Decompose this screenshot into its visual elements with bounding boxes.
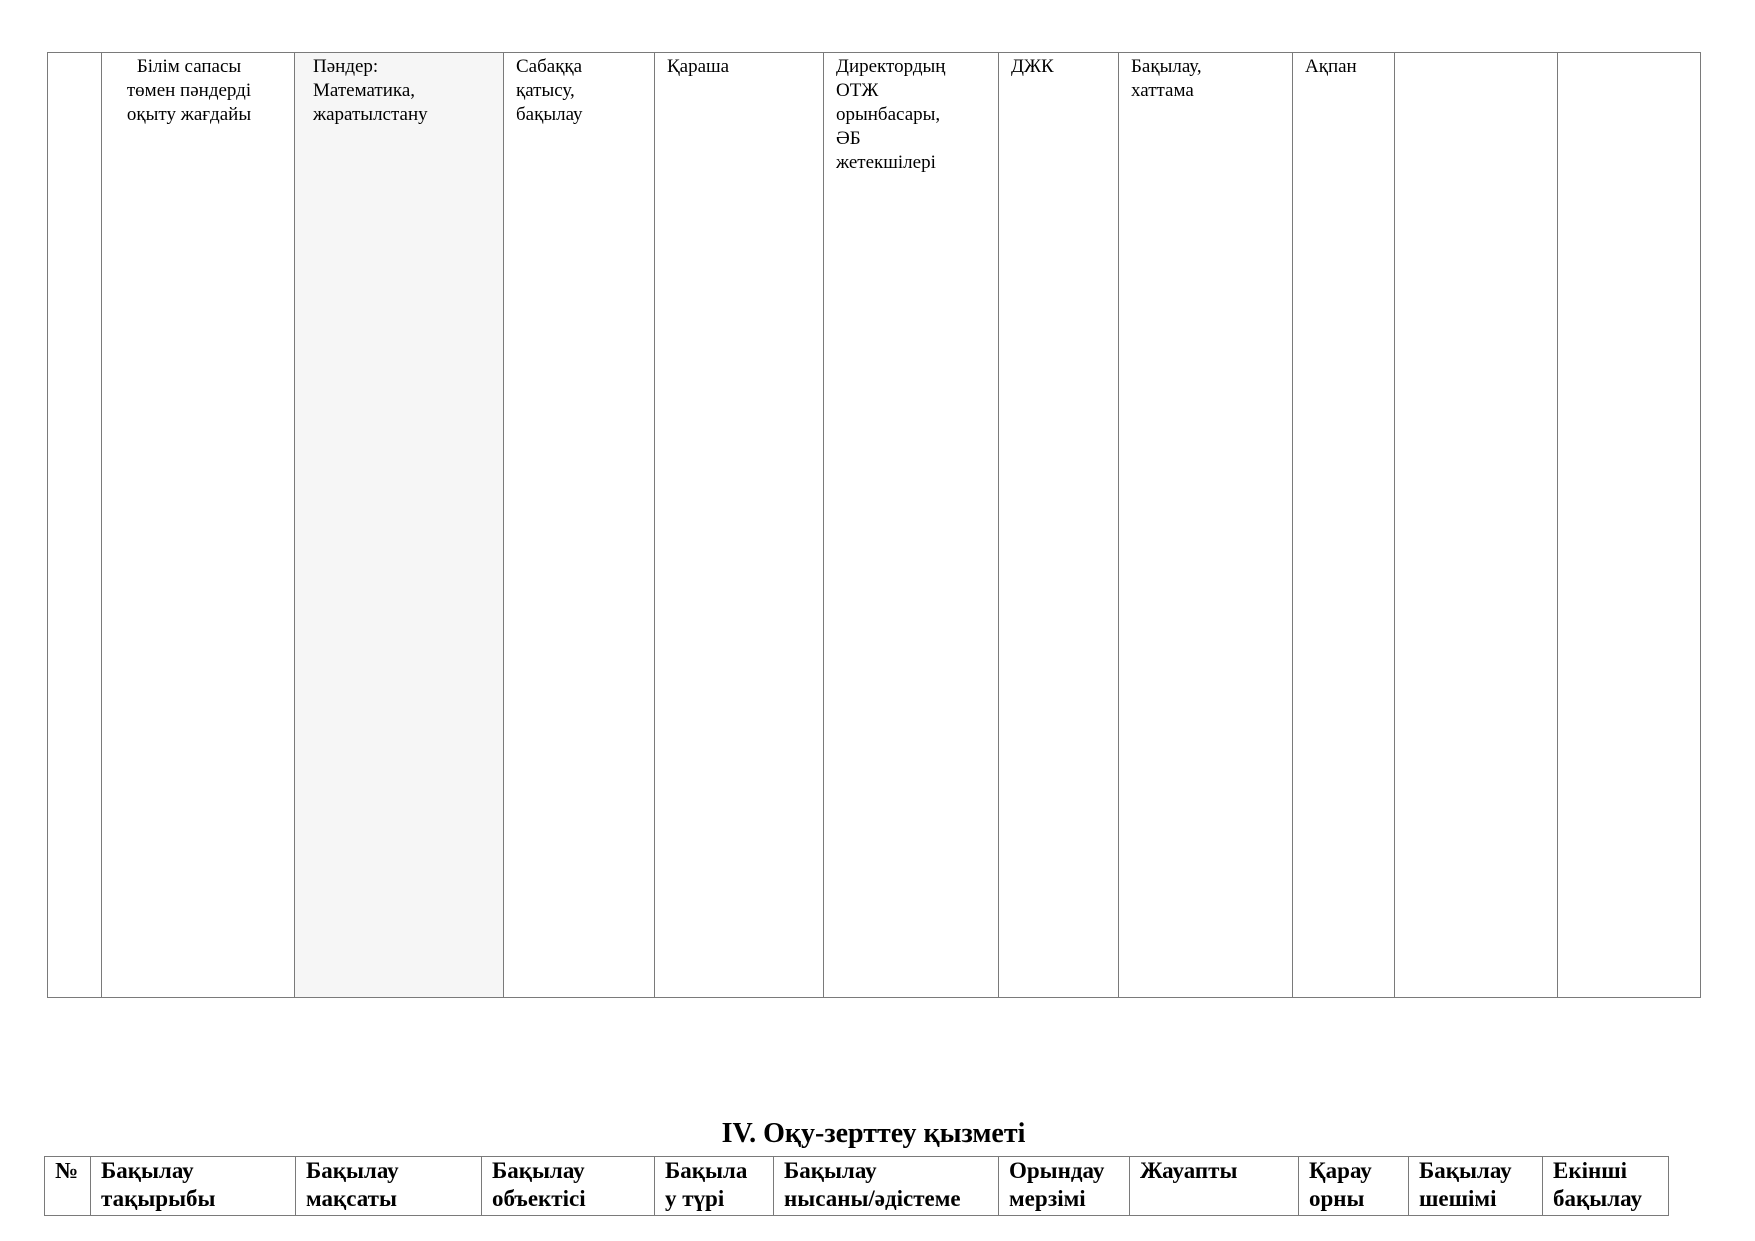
header-object: Бақылау объектісі	[482, 1157, 655, 1216]
control-plan-table	[47, 52, 1701, 998]
cell-review-place: ДЖК	[999, 53, 1119, 998]
cell-decision: Бақылау, хаттама	[1119, 53, 1293, 998]
cell-topic: Білім сапасы төмен пәндерді оқыту жағдайы	[102, 53, 295, 998]
header-form-method: Бақылау нысаны/әдістеме	[774, 1157, 999, 1216]
cell-second-control: Ақпан	[1293, 53, 1395, 998]
table-row	[48, 53, 1701, 998]
header-objective: Бақылау мақсаты	[296, 1157, 482, 1216]
header-responsible: Жауапты	[1130, 1157, 1299, 1216]
cell-objective: Пәндер: Математика, жаратылстану	[295, 53, 504, 998]
cell-extra-1	[1395, 53, 1558, 998]
cell-extra-2	[1558, 53, 1701, 998]
header-decision: Бақылау шешімі	[1409, 1157, 1543, 1216]
header-number: №	[45, 1157, 91, 1216]
table-header-row	[45, 1157, 1669, 1216]
research-table	[44, 1156, 1669, 1216]
header-second-control: Екінші бақылау	[1543, 1157, 1669, 1216]
cell-responsible: Директордың ОТЖ орынбасары, ӘБ жетекшілері	[824, 53, 999, 998]
header-period: Орындау мерзімі	[999, 1157, 1130, 1216]
cell-object: Сабаққа қатысу, бақылау	[504, 53, 655, 998]
header-topic: Бақылау тақырыбы	[91, 1157, 296, 1216]
cell-number	[48, 53, 102, 998]
header-type: Бақыла у түрі	[655, 1157, 774, 1216]
section-title: IV. Оқу-зерттеу қызметі	[721, 1118, 1026, 1149]
cell-period: Қараша	[655, 53, 824, 998]
header-review-place: Қарау орны	[1299, 1157, 1409, 1216]
